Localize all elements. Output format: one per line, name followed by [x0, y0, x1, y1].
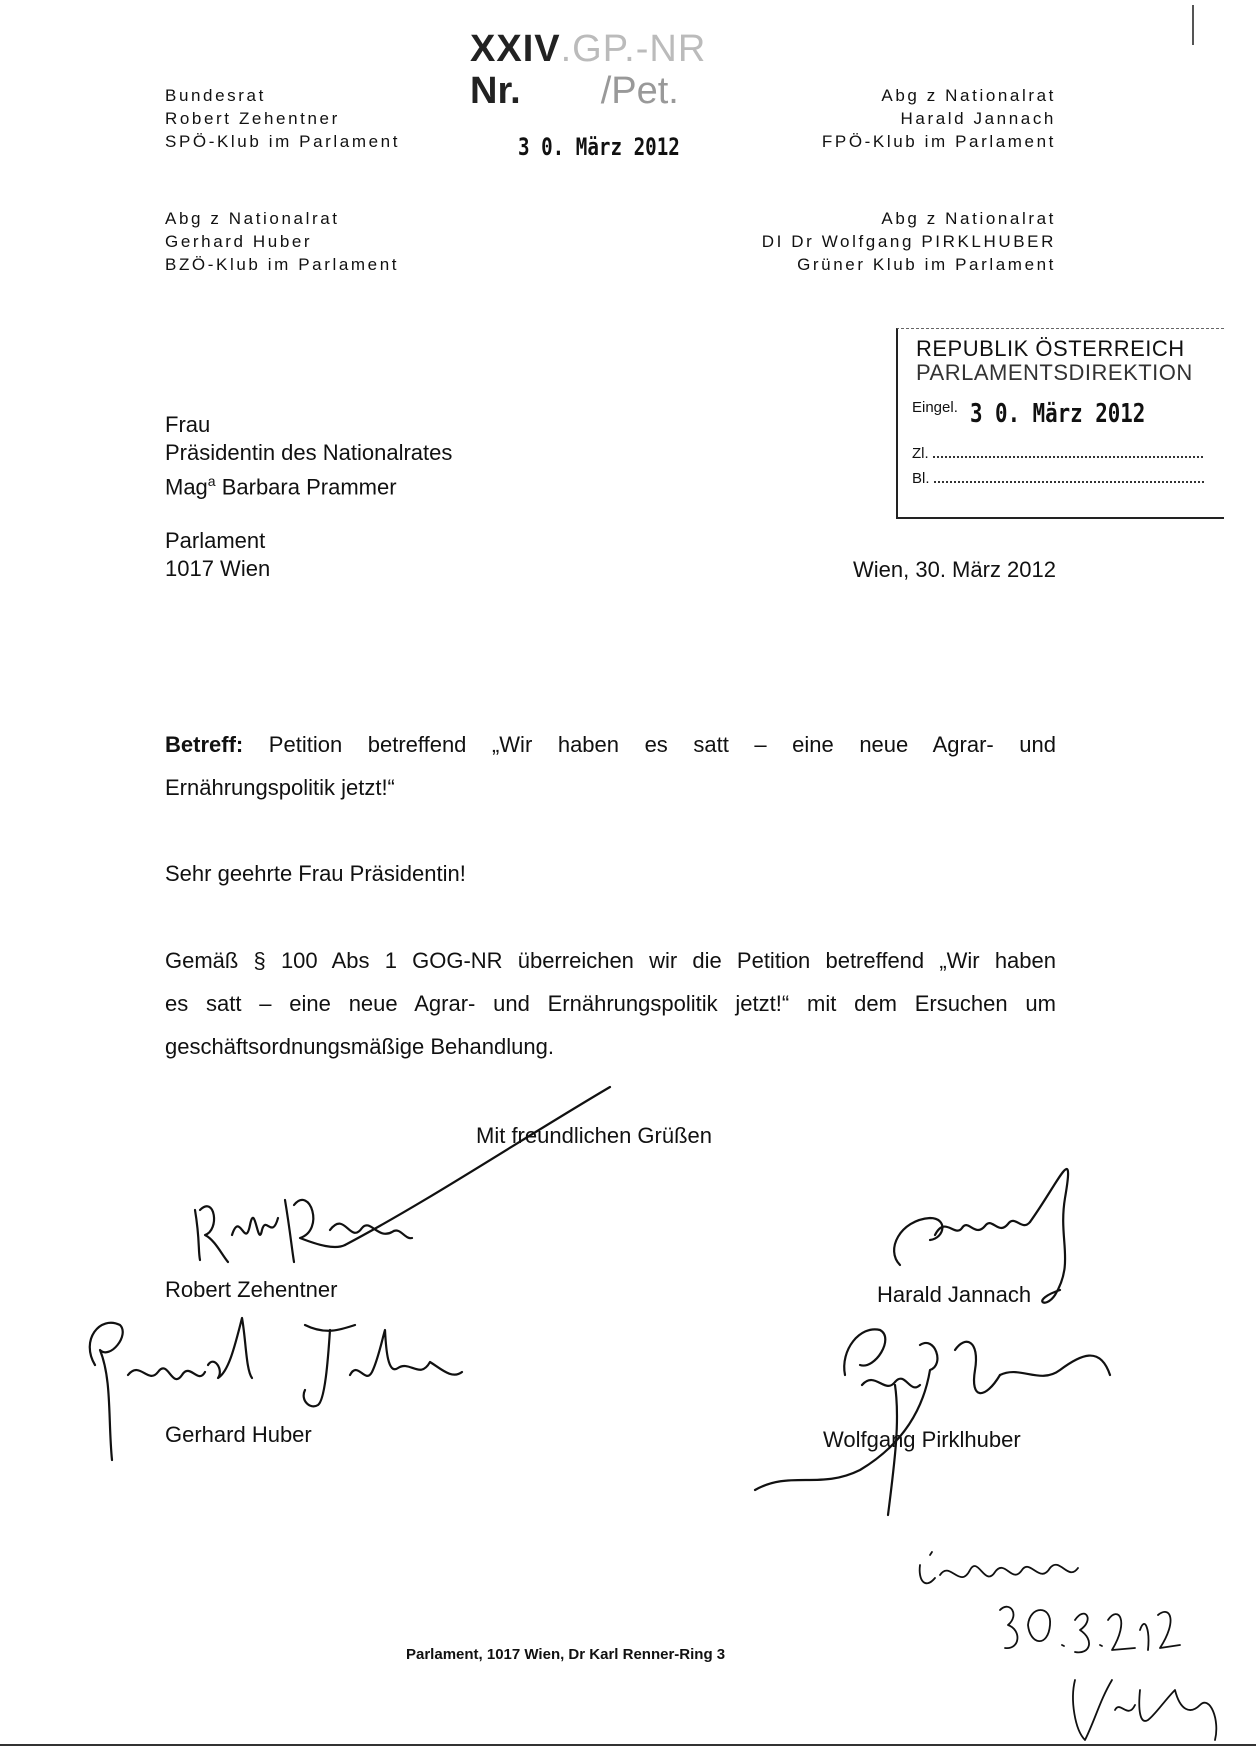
stamp-gp-faded: .GP.-NR	[560, 28, 707, 70]
registry-stamp-line1: REPUBLIK ÖSTERREICH	[916, 336, 1185, 361]
handwritten-note	[920, 1552, 1217, 1740]
header-stamp-date: 3 0. März 2012	[518, 133, 680, 161]
sender-role: Bundesrat	[165, 86, 266, 105]
sender-name: DI Dr Wolfgang PIRKLHUBER	[761, 232, 1056, 251]
footer-address: Parlament, 1017 Wien, Dr Karl Renner-Ring 3	[406, 1646, 726, 1663]
received-date: 3 0. März 2012	[970, 399, 1146, 429]
sender-role: Abg z Nationalrat	[881, 209, 1056, 228]
scan-mark	[1192, 5, 1194, 45]
signature-zehentner	[195, 1087, 610, 1262]
recipient-name: Mag$^a$ Barbara Prammer	[165, 473, 397, 500]
sender-club: SPÖ-Klub im Parlament	[165, 132, 401, 151]
stamp-nr: Nr.	[470, 70, 521, 112]
recipient-line: Parlament	[165, 528, 266, 553]
sender-club: BZÖ-Klub im Parlament	[165, 255, 400, 274]
sender-name: Harald Jannach	[900, 109, 1056, 128]
body-line3: geschäftsordnungsmäßige Behandlung.	[165, 1034, 554, 1059]
place-date: Wien, 30. März 2012	[853, 557, 1056, 582]
signature-jannach	[894, 1169, 1068, 1303]
signatory-name-pirklhuber: Wolfgang Pirklhuber	[823, 1427, 1021, 1452]
sender-name: Gerhard Huber	[165, 232, 313, 251]
bl-label: Bl.	[912, 470, 930, 487]
handwritten-note-date	[1000, 1605, 1005, 1606]
sender-name: Robert Zehentner	[165, 109, 340, 128]
sender-club: FPÖ-Klub im Parlament	[821, 132, 1056, 151]
signatory-name-jannach: Harald Jannach	[877, 1282, 1032, 1307]
recipient-line: Frau	[165, 412, 211, 437]
received-label: Eingel.	[912, 399, 958, 416]
subject-line2: Ernährungspolitik jetzt!“	[165, 775, 395, 800]
handwritten-note-word	[918, 1548, 925, 1549]
signatory-name-huber: Gerhard Huber	[165, 1422, 312, 1447]
scan-edge-line	[0, 1744, 1256, 1746]
signature-pirklhuber	[755, 1329, 1110, 1515]
sender-club: Grüner Klub im Parlament	[797, 255, 1056, 274]
zl-label: Zl.	[912, 445, 929, 462]
stamp-gp-main: XXIV	[470, 28, 561, 70]
subject-label: Betreff:	[165, 732, 244, 757]
body-line2: es satt – eine neue Agrar- und Ernährungspolitik jetzt!“ mit dem Ersuchen um	[165, 991, 1056, 1016]
registry-stamp-line2: PARLAMENTSDIREKTION	[916, 360, 1193, 385]
recipient-line: Präsidentin des Nationalrates	[165, 440, 453, 465]
sender-role: Abg z Nationalrat	[165, 209, 340, 228]
closing: Mit freundlichen Grüßen	[476, 1123, 712, 1148]
signature-huber	[90, 1318, 462, 1460]
sender-role: Abg z Nationalrat	[881, 86, 1056, 105]
stamp-pet: /Pet.	[600, 70, 679, 112]
signatory-name-zehentner: Robert Zehentner	[165, 1277, 338, 1302]
body-line1: Gemäß § 100 Abs 1 GOG-NR überreichen wir die Petition betreffend „Wir haben	[165, 948, 1056, 973]
subject-line1: Petition betreffend „Wir haben es satt – eine neue Agrar- und	[268, 732, 1056, 757]
salutation: Sehr geehrte Frau Präsidentin!	[165, 861, 466, 886]
recipient-line: 1017 Wien	[165, 556, 271, 581]
